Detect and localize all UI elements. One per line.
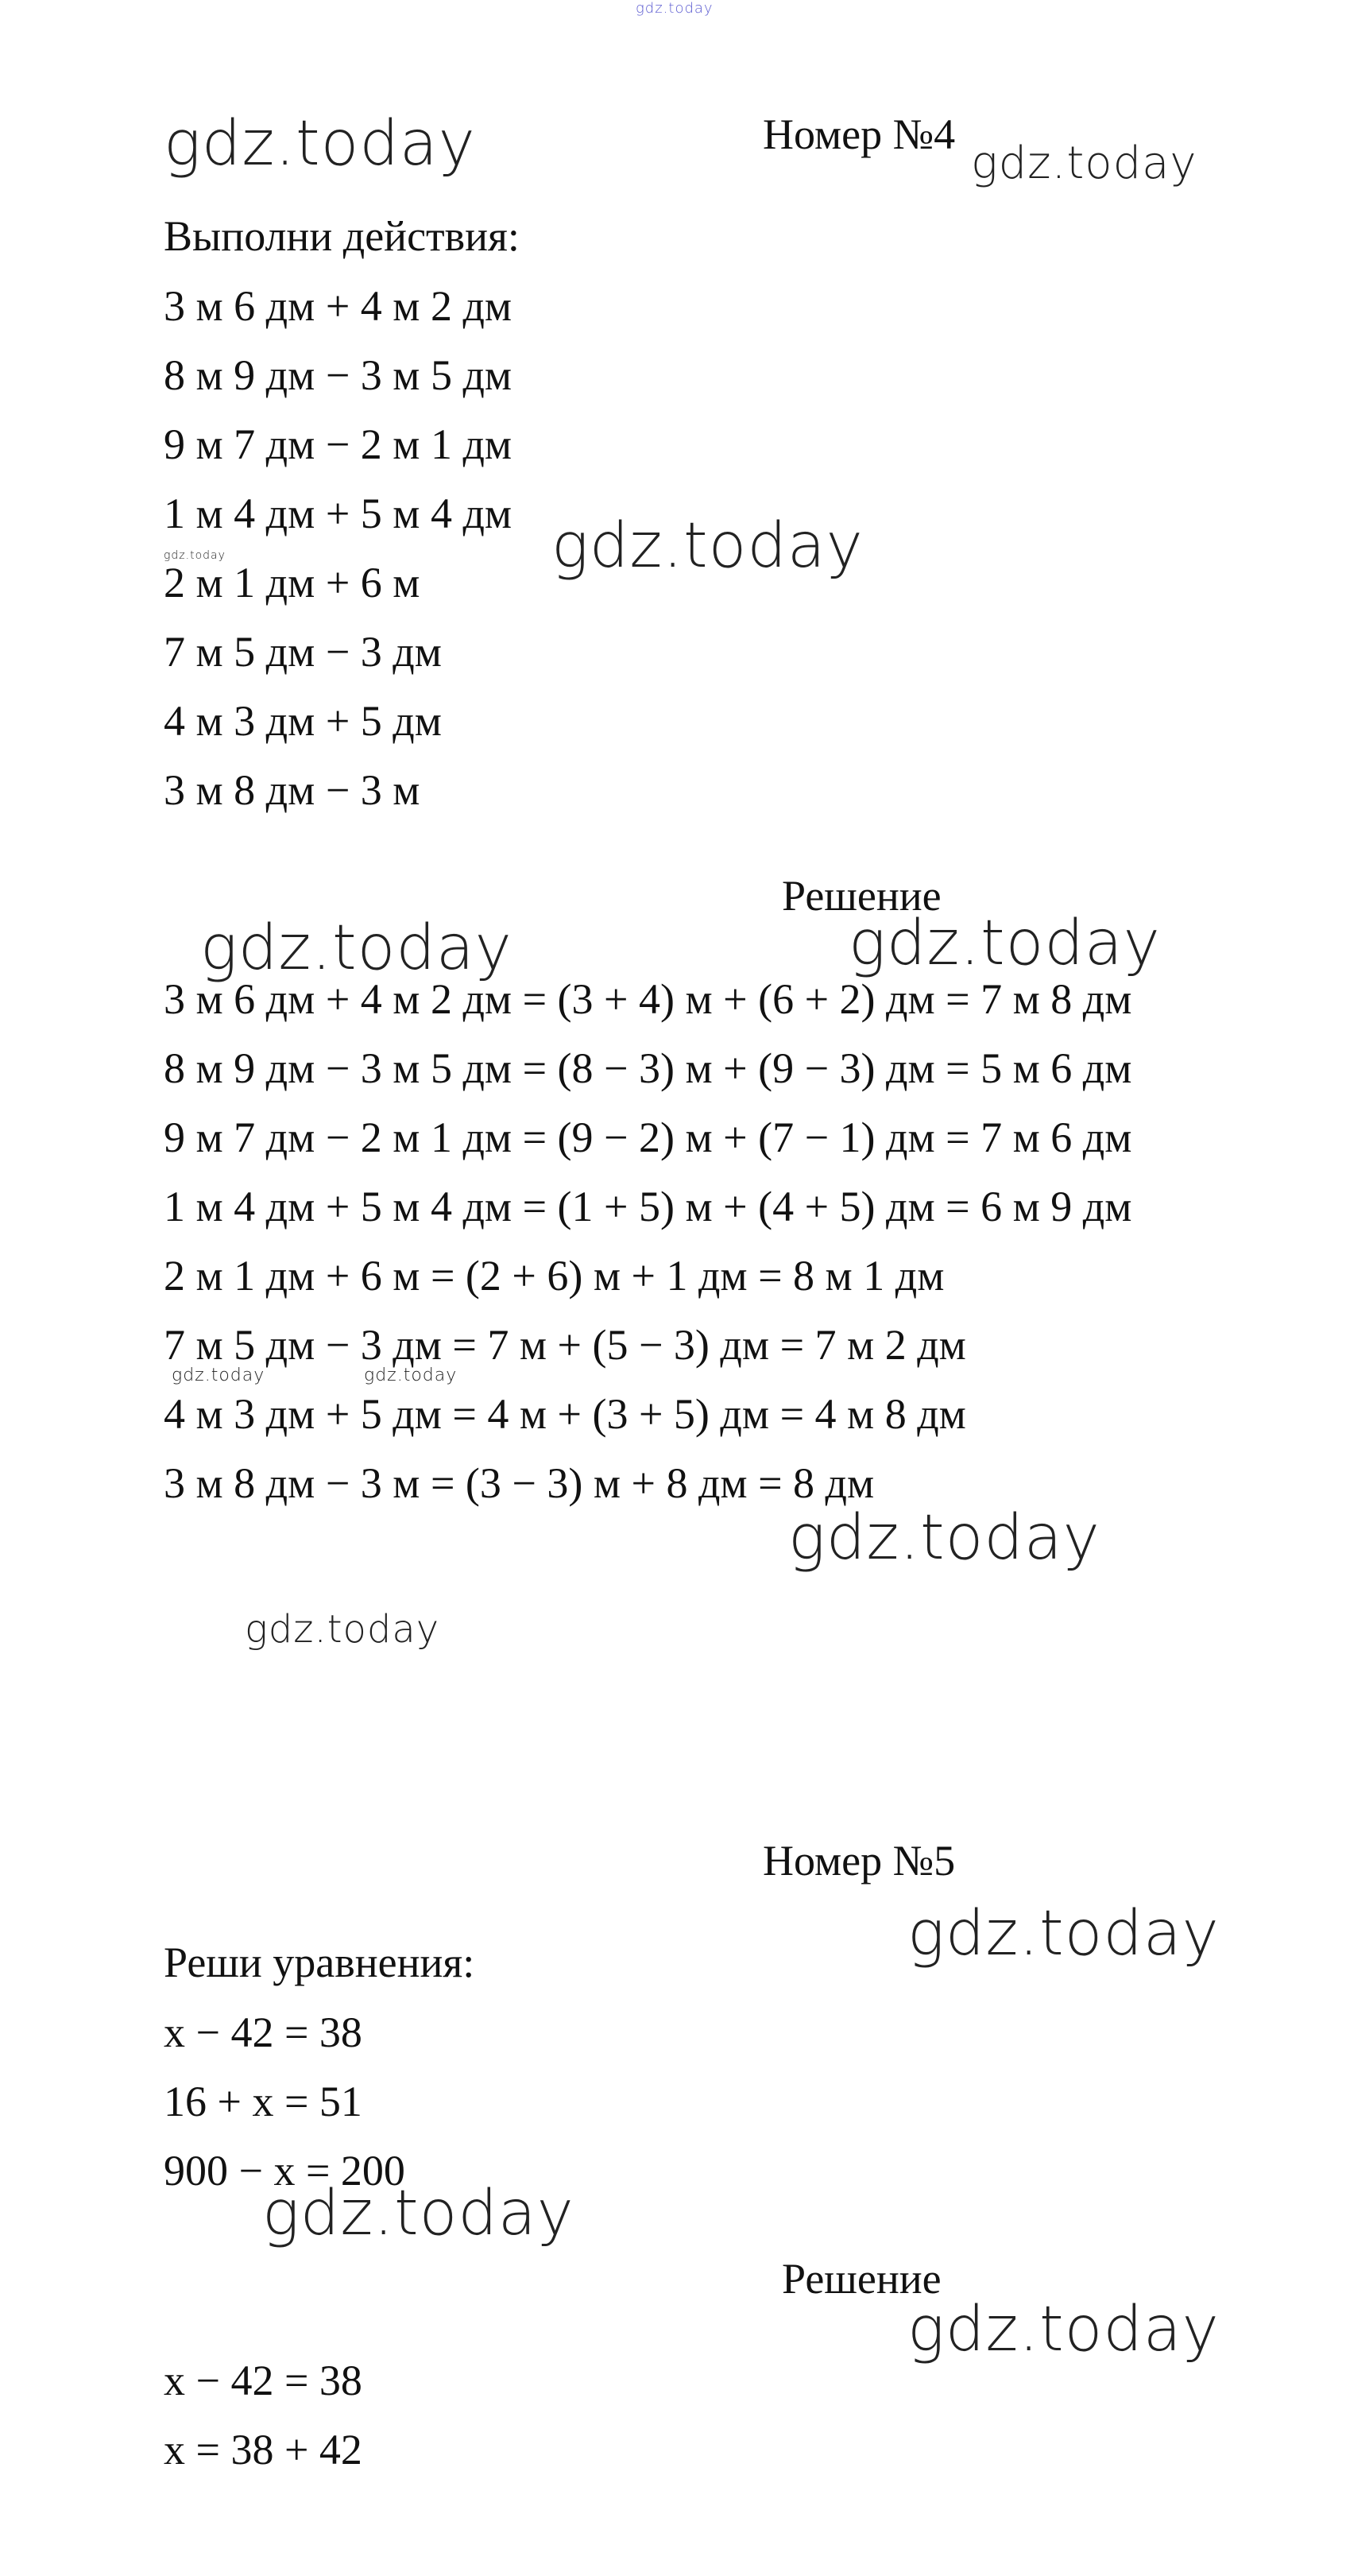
task-line: 2 м 1 дм + 6 м bbox=[164, 559, 420, 606]
solution-line: 3 м 8 дм − 3 м = (3 − 3) м + 8 дм = 8 дм bbox=[164, 1459, 875, 1507]
problem-5-prompt: Реши уравнения: bbox=[164, 1939, 475, 1986]
watermark: gdz.today bbox=[364, 1365, 458, 1385]
task-line: 8 м 9 дм − 3 м 5 дм bbox=[164, 351, 512, 399]
watermark: gdz.today bbox=[849, 908, 1161, 979]
problem-4-prompt: Выполни действия: bbox=[164, 212, 520, 260]
solution-title: Решение bbox=[782, 872, 942, 920]
task-line: 4 м 3 дм + 5 дм bbox=[164, 697, 442, 745]
task-line: 3 м 8 дм − 3 м bbox=[164, 766, 420, 814]
task-line: 16 + x = 51 bbox=[164, 2078, 362, 2125]
watermark-top: gdz.today bbox=[636, 0, 714, 17]
solution-line: x − 42 = 38 bbox=[164, 2357, 362, 2404]
watermark: gdz.today bbox=[262, 2178, 574, 2249]
watermark: gdz.today bbox=[245, 1607, 440, 1652]
task-line: x − 42 = 38 bbox=[164, 2009, 362, 2056]
watermark: gdz.today bbox=[172, 1365, 265, 1385]
watermark: gdz.today bbox=[907, 2294, 1220, 2365]
watermark: gdz.today bbox=[164, 108, 476, 180]
solution-line: 9 м 7 дм − 2 м 1 дм = (9 − 2) м + (7 − 1) дм = 7 м 6 дм bbox=[164, 1114, 1132, 1161]
watermark: gdz.today bbox=[971, 138, 1197, 189]
task-line: 9 м 7 дм − 2 м 1 дм bbox=[164, 420, 512, 468]
watermark: gdz.today bbox=[788, 1502, 1100, 1574]
watermark: gdz.today bbox=[200, 912, 512, 984]
task-line: 7 м 5 дм − 3 дм bbox=[164, 628, 442, 676]
problem-5-title: Номер №5 bbox=[763, 1837, 956, 1885]
solution-line: 7 м 5 дм − 3 дм = 7 м + (5 − 3) дм = 7 м 2 дм bbox=[164, 1321, 966, 1369]
solution-title: Решение bbox=[782, 2255, 942, 2303]
task-line: 1 м 4 дм + 5 м 4 дм bbox=[164, 490, 512, 537]
task-line: 900 − x = 200 bbox=[164, 2147, 405, 2194]
watermark: gdz.today bbox=[907, 1898, 1220, 1970]
watermark: gdz.today bbox=[551, 510, 864, 582]
solution-line: 1 м 4 дм + 5 м 4 дм = (1 + 5) м + (4 + 5) дм = 6 м 9 дм bbox=[164, 1183, 1132, 1230]
solution-line: 3 м 6 дм + 4 м 2 дм = (3 + 4) м + (6 + 2) дм = 7 м 8 дм bbox=[164, 975, 1132, 1023]
watermark: gdz.today bbox=[164, 549, 226, 562]
solution-line: 2 м 1 дм + 6 м = (2 + 6) м + 1 дм = 8 м 1 дм bbox=[164, 1252, 945, 1300]
task-line: 3 м 6 дм + 4 м 2 дм bbox=[164, 282, 512, 330]
solution-line: x = 38 + 42 bbox=[164, 2426, 362, 2473]
solution-line: 4 м 3 дм + 5 дм = 4 м + (3 + 5) дм = 4 м 8 дм bbox=[164, 1390, 966, 1438]
solution-line: 8 м 9 дм − 3 м 5 дм = (8 − 3) м + (9 − 3) дм = 5 м 6 дм bbox=[164, 1044, 1132, 1092]
problem-4-title: Номер №4 bbox=[763, 110, 956, 158]
